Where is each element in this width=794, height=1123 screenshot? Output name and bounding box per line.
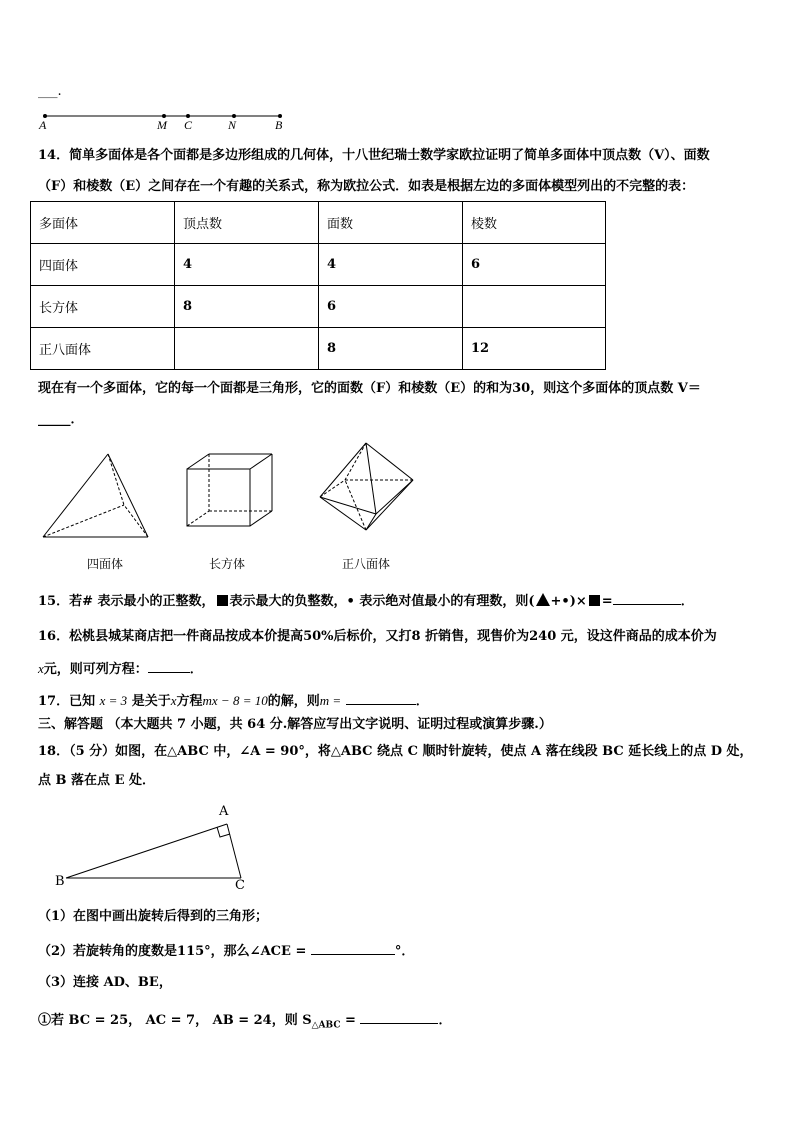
caption-cuboid: 长方体 <box>209 557 246 571</box>
header-cell: 顶点数 <box>175 202 319 244</box>
header-cell: 面数 <box>319 202 463 244</box>
table-cell: 4 <box>175 244 319 286</box>
table-cell: 8 <box>319 328 463 370</box>
caption-octahedron: 正八面体 <box>342 557 391 571</box>
q14-line3: 现在有一个多面体，它的每一个面都是三角形，它的面数（F）和棱数（E）的和为30，则这个多面体的顶点数 V＝ <box>38 381 701 396</box>
table-cell <box>175 328 319 370</box>
q17-prefix: 17．已知 <box>38 694 96 709</box>
answer-blank <box>613 591 681 605</box>
q14-line4 <box>38 411 84 429</box>
q14-line1: 14．简单多面体是各个面都是多边形组成的几何体，十八世纪瑞士数学家欧拉证明了简单多面体中顶点数（V）、面数 <box>38 148 710 163</box>
variable-x: x <box>170 693 177 708</box>
q17-line <box>38 691 429 711</box>
subscript: △ABC <box>311 1020 341 1031</box>
answer-blank <box>346 691 416 705</box>
q18-sub4-text: ①若 BC = 25， AC = 7， AB = 24，则 S <box>38 1013 312 1028</box>
table-cell: 4 <box>319 244 463 286</box>
equals: = <box>340 1013 356 1028</box>
q15-text-3: • 表示绝对值最小的有理数，则( <box>346 594 535 609</box>
label-c: C <box>235 878 245 893</box>
period: ． <box>438 1013 452 1028</box>
label-b: B <box>55 874 65 889</box>
q17-ask: m = <box>319 693 342 708</box>
table-header-row <box>31 202 606 244</box>
table-cell: 12 <box>463 328 606 370</box>
label-b: B <box>275 118 283 132</box>
tetrahedron-figure <box>43 454 148 537</box>
table-cell: 6 <box>319 286 463 328</box>
q18-sub4 <box>38 1010 451 1035</box>
answer-blank <box>360 1010 438 1024</box>
answer-blank: _____ <box>38 412 71 427</box>
q18-line2: 点 B 落在点 E 处． <box>38 773 156 788</box>
table-cell: 长方体 <box>31 286 175 328</box>
variable-x: x <box>38 661 44 676</box>
polyhedron-table <box>30 201 606 370</box>
cuboid-figure <box>187 454 272 526</box>
period: . <box>57 84 62 99</box>
q16-line2 <box>38 659 203 679</box>
q18-sub2-text: （2）若旋转角的度数是115°，那么∠ACE = <box>38 944 307 959</box>
label-a: A <box>39 118 47 132</box>
polyhedron-figures <box>0 440 794 540</box>
table-cell: 6 <box>463 244 606 286</box>
q17-condition: x = 3 <box>99 693 128 708</box>
q18-sub2-unit: °． <box>394 944 415 959</box>
period: ． <box>680 594 694 609</box>
period: ． <box>70 412 84 427</box>
table-cell: 8 <box>175 286 319 328</box>
q17-mid3: 的解，则 <box>267 694 320 709</box>
q16-line1: 16．松桃县城某商店把一件商品按成本价提高50%后标价，又打8 折销售，现售价为240 元，设这件商品的成本价为 <box>38 629 717 644</box>
blank: ___ <box>38 84 58 99</box>
octahedron-figure <box>320 443 413 530</box>
q14-line2: （F）和棱数（E）之间存在一个有趣的关系式，称为欧拉公式．如表是根据左边的多面体模型列出的不完整的表： <box>38 179 695 194</box>
triangle-abc-figure <box>0 800 794 900</box>
table-row <box>31 244 606 286</box>
q17-equation: mx − 8 = 10 <box>202 693 268 708</box>
black-triangle-icon <box>536 593 550 606</box>
period: ． <box>189 662 203 677</box>
table-cell <box>463 286 606 328</box>
q15-text-5: = <box>601 594 613 609</box>
answer-blank <box>148 659 190 673</box>
q15-text-1: 15．若# 表示最小的正整数， <box>38 594 215 609</box>
header-cell: 多面体 <box>31 202 175 244</box>
q17-mid2: 方程 <box>176 694 203 709</box>
black-square-icon <box>589 595 600 606</box>
q18-sub3: （3）连接 AD、BE， <box>38 975 172 990</box>
period: ． <box>415 694 429 709</box>
answer-blank <box>311 941 395 955</box>
segment-figure <box>0 0 794 140</box>
header-cell: 棱数 <box>463 202 606 244</box>
q15-text-2: 表示最大的负整数， <box>229 594 347 609</box>
label-a: A <box>219 804 229 819</box>
label-n: N <box>228 118 237 132</box>
black-square-icon <box>217 595 228 606</box>
q17-mid1: 是关于 <box>131 694 171 709</box>
q18-sub1: （1）在图中画出旋转后得到的三角形； <box>38 909 269 924</box>
label-c: C <box>184 118 193 132</box>
q18-sub2 <box>38 941 414 961</box>
label-m: M <box>157 118 167 132</box>
q15-text-4: +•)× <box>550 594 587 609</box>
table-cell: 四面体 <box>31 244 175 286</box>
q18-line1: 18．（5 分）如图，在△ABC 中，∠A = 90°，将△ABC 绕点 C 顺时针旋转，使点 A 落在线段 BC 延长线上的点 D 处， <box>38 744 753 759</box>
q16-text: 元，则可列方程： <box>43 662 148 677</box>
caption-tetrahedron: 四面体 <box>87 557 124 571</box>
table-cell: 正八面体 <box>31 328 175 370</box>
table-row <box>31 328 606 370</box>
section-heading: 三、解答题 （本大题共 7 小题，共 64 分.解答应写出文字说明、证明过程或演算步骤.） <box>38 717 552 732</box>
table-row <box>31 286 606 328</box>
q15-line <box>38 591 694 611</box>
